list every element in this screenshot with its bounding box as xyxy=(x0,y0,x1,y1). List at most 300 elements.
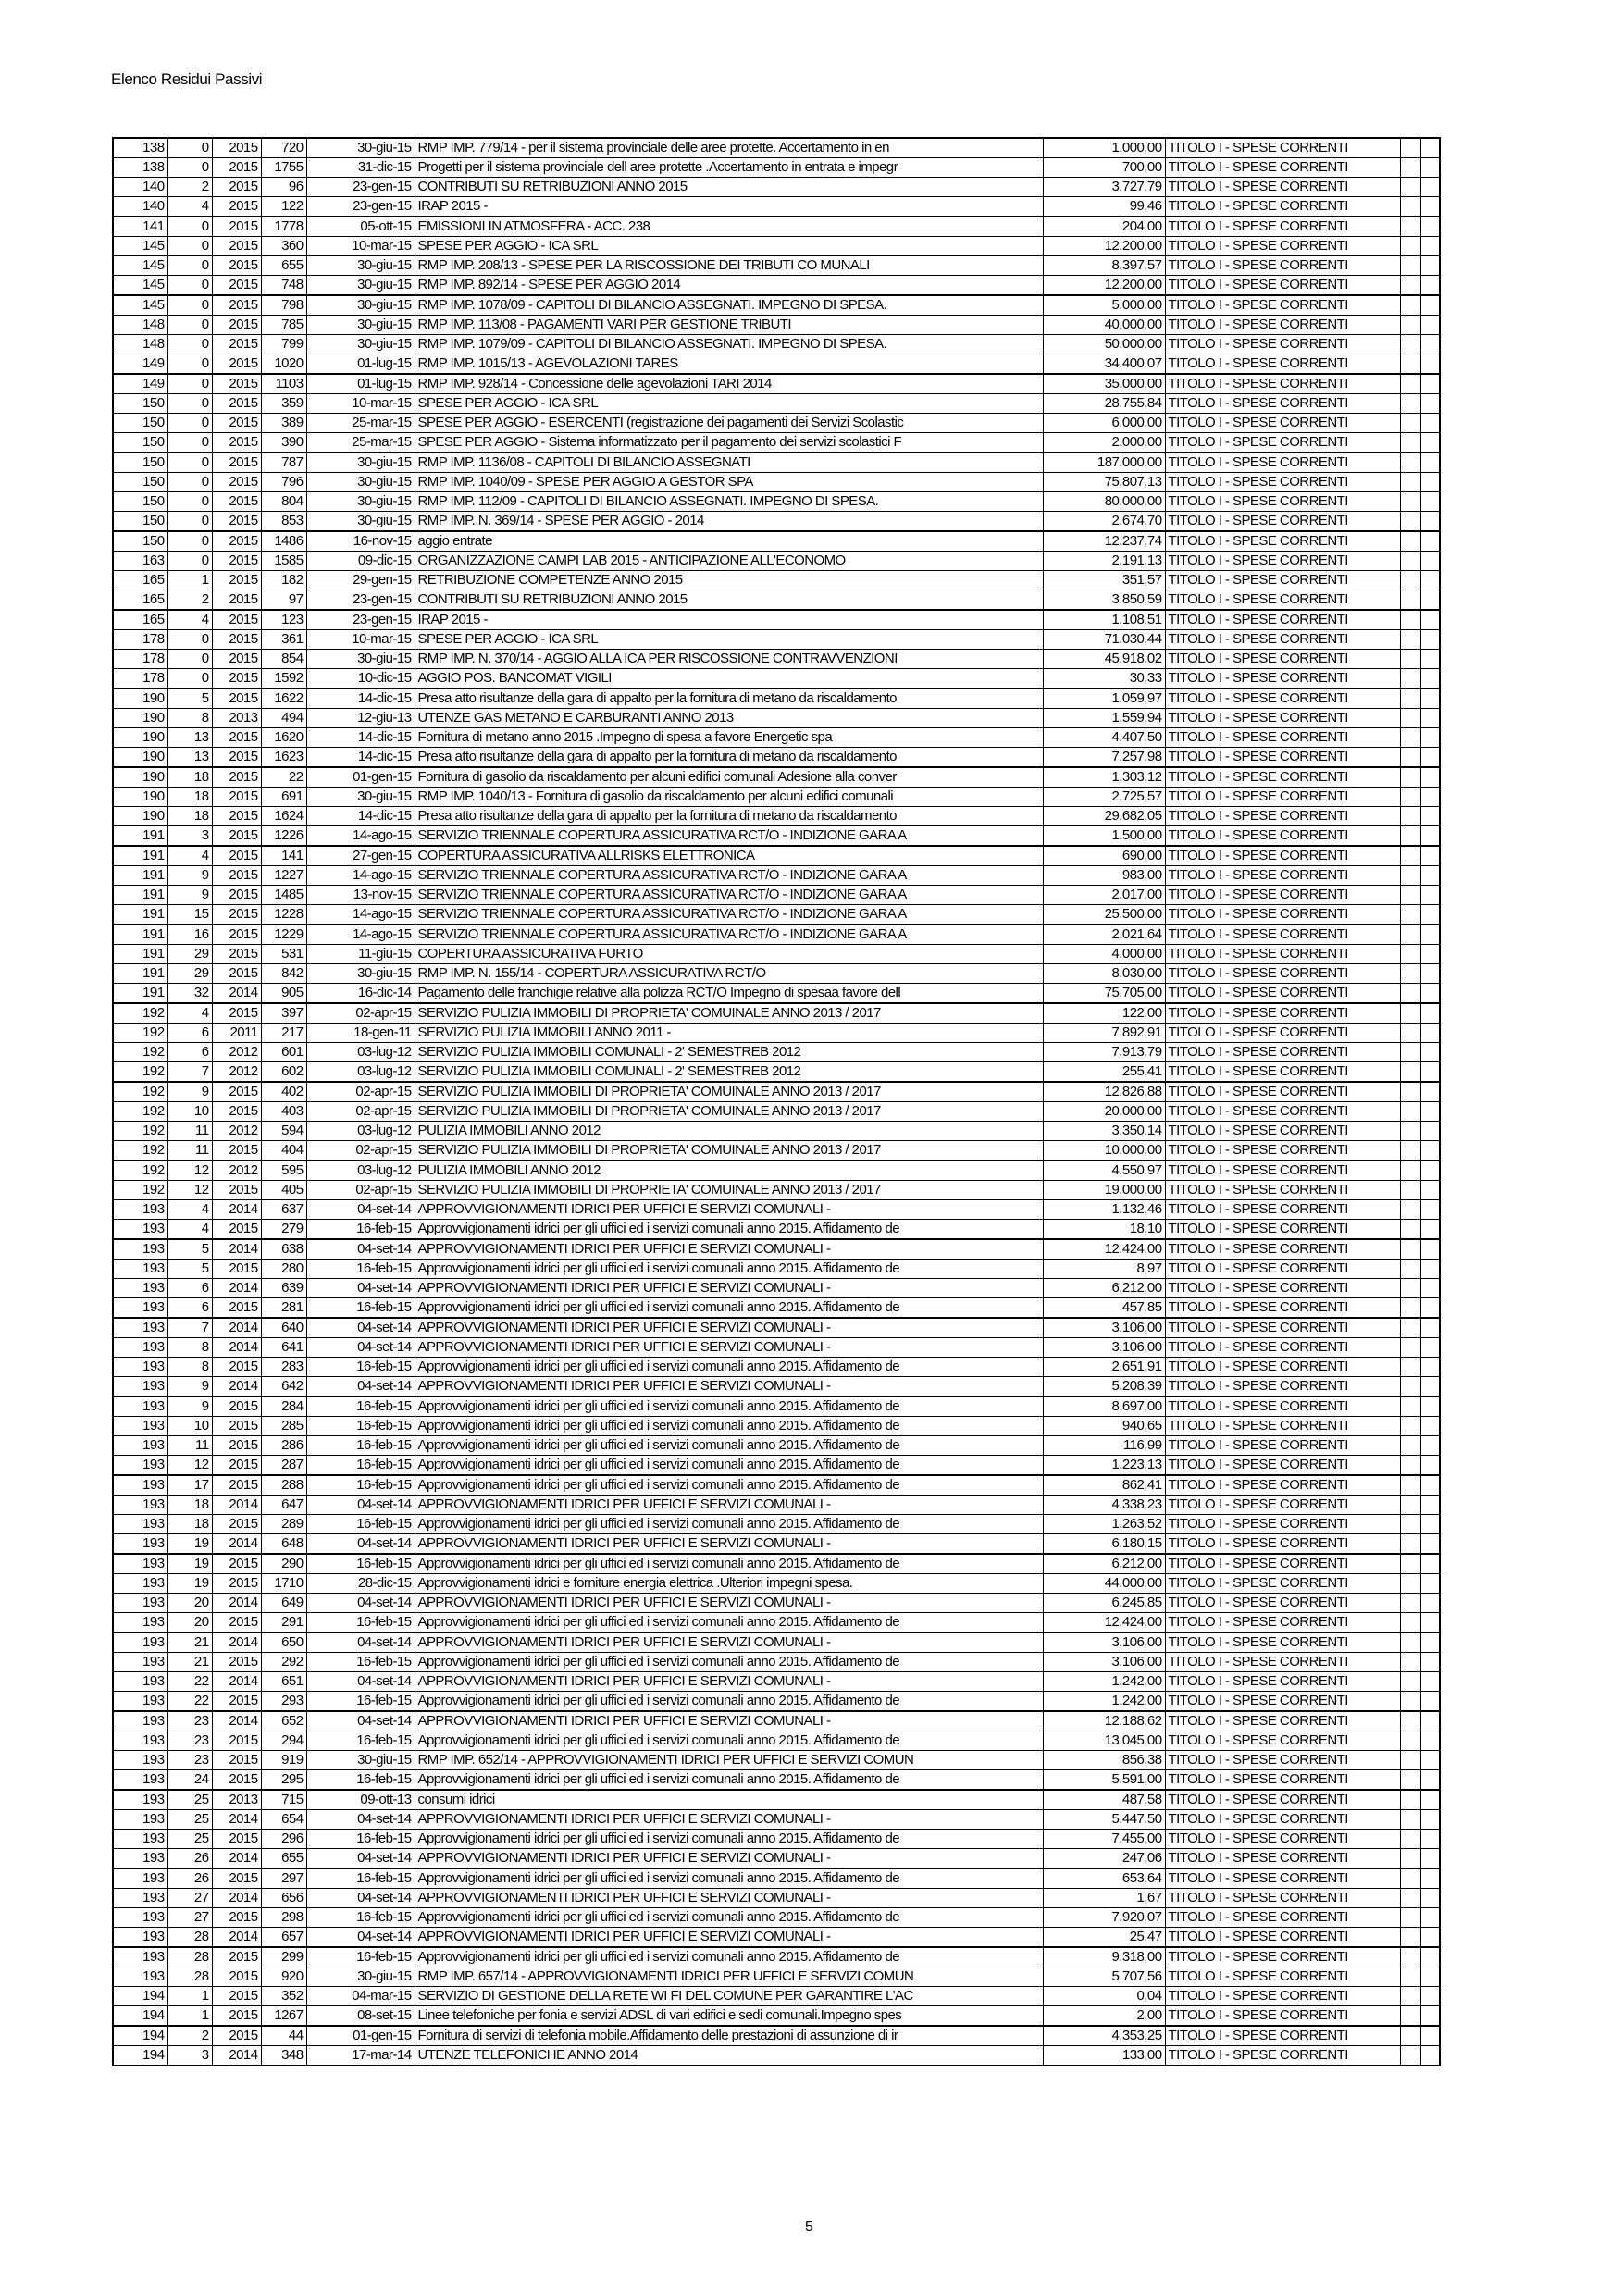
table-row xyxy=(113,1711,1440,1731)
cell-descrizione: IRAP 2015 - xyxy=(415,610,1043,630)
cell-anno: 2015 xyxy=(212,1003,261,1024)
cell-articolo: 17 xyxy=(167,1475,212,1496)
table-row xyxy=(113,1338,1440,1358)
cell-descrizione: Linee telefoniche per fonia e servizi ADSL di vari edifici e sedi comunali.Impegno spes xyxy=(415,2006,1043,2027)
cell-titolo: TITOLO I - SPESE CORRENTI xyxy=(1165,925,1400,945)
cell-descrizione: RMP IMP. 1078/09 - CAPITOLI DI BILANCIO ASSEGNATI. IMPEGNO DI SPESA. xyxy=(415,295,1043,316)
cell-capitolo: 138 xyxy=(113,138,167,158)
cell-capitolo: 148 xyxy=(113,316,167,335)
cell-descrizione: Approvvigionamenti idrici per gli uffici ed i servizi comunali anno 2015. Affidamento de xyxy=(415,1908,1043,1928)
cell-data: 30-giu-15 xyxy=(306,335,415,354)
cell-empty xyxy=(1420,197,1440,217)
table-row xyxy=(113,590,1440,611)
cell-empty xyxy=(1420,1220,1440,1240)
cell-data: 16-dic-14 xyxy=(306,984,415,1004)
cell-empty xyxy=(1420,512,1440,532)
cell-anno: 2015 xyxy=(212,197,261,217)
cell-data: 02-apr-15 xyxy=(306,1102,415,1122)
cell-anno: 2014 xyxy=(212,984,261,1004)
cell-capitolo: 193 xyxy=(113,1396,167,1417)
cell-data: 02-apr-15 xyxy=(306,1141,415,1161)
cell-titolo: TITOLO I - SPESE CORRENTI xyxy=(1165,1436,1400,1456)
cell-anno: 2015 xyxy=(212,374,261,394)
cell-empty xyxy=(1400,1594,1420,1613)
cell-descrizione: Approvvigionamenti idrici e forniture energia elettrica .Ulteriori impegni spesa. xyxy=(415,1574,1043,1594)
table-row xyxy=(113,689,1440,709)
cell-impegno: 389 xyxy=(261,414,306,433)
cell-impegno: 359 xyxy=(261,394,306,414)
table-row xyxy=(113,1692,1440,1712)
cell-data: 14-ago-15 xyxy=(306,866,415,886)
cell-descrizione: Approvvigionamenti idrici per gli uffici ed i servizi comunali anno 2015. Affidamento de xyxy=(415,1613,1043,1633)
cell-importo: 2.021,64 xyxy=(1043,925,1165,945)
cell-data: 04-set-14 xyxy=(306,1711,415,1731)
cell-empty xyxy=(1400,1377,1420,1397)
cell-titolo: TITOLO I - SPESE CORRENTI xyxy=(1165,1810,1400,1830)
cell-empty xyxy=(1420,1102,1440,1122)
cell-descrizione: APPROVVIGIONAMENTI IDRICI PER UFFICI E SERVIZI COMUNALI - xyxy=(415,1594,1043,1613)
table-row xyxy=(113,1987,1440,2006)
cell-articolo: 0 xyxy=(167,237,212,256)
table-row xyxy=(113,945,1440,964)
cell-empty xyxy=(1420,1751,1440,1770)
cell-empty xyxy=(1400,1043,1420,1062)
cell-impegno: 402 xyxy=(261,1082,306,1102)
cell-empty xyxy=(1400,610,1420,630)
cell-descrizione: Approvvigionamenti idrici per gli uffici ed i servizi comunali anno 2015. Affidamento de xyxy=(415,1653,1043,1672)
cell-capitolo: 190 xyxy=(113,788,167,807)
table-row xyxy=(113,1062,1440,1083)
cell-empty xyxy=(1420,1889,1440,1908)
cell-capitolo: 165 xyxy=(113,571,167,590)
cell-descrizione: APPROVVIGIONAMENTI IDRICI PER UFFICI E SERVIZI COMUNALI - xyxy=(415,1496,1043,1515)
cell-importo: 18,10 xyxy=(1043,1220,1165,1240)
cell-descrizione: RMP IMP. 652/14 - APPROVVIGIONAMENTI IDRICI PER UFFICI E SERVIZI COMUN xyxy=(415,1751,1043,1770)
cell-impegno: 1229 xyxy=(261,925,306,945)
cell-empty xyxy=(1420,689,1440,709)
cell-importo: 10.000,00 xyxy=(1043,1141,1165,1161)
cell-empty xyxy=(1420,866,1440,886)
cell-importo: 40.000,00 xyxy=(1043,316,1165,335)
cell-capitolo: 138 xyxy=(113,158,167,178)
cell-articolo: 6 xyxy=(167,1043,212,1062)
cell-anno: 2014 xyxy=(212,1889,261,1908)
cell-importo: 25,47 xyxy=(1043,1928,1165,1948)
cell-empty xyxy=(1400,1967,1420,1987)
cell-importo: 1.263,52 xyxy=(1043,1515,1165,1534)
cell-anno: 2015 xyxy=(212,846,261,866)
cell-impegno: 1585 xyxy=(261,552,306,571)
table-row xyxy=(113,1751,1440,1770)
cell-titolo: TITOLO I - SPESE CORRENTI xyxy=(1165,2026,1400,2046)
cell-capitolo: 150 xyxy=(113,433,167,453)
cell-descrizione: COPERTURA ASSICURATIVA ALLRISKS ELETTRONICA xyxy=(415,846,1043,866)
cell-impegno: 1267 xyxy=(261,2006,306,2027)
cell-titolo: TITOLO I - SPESE CORRENTI xyxy=(1165,1239,1400,1260)
table-row xyxy=(113,276,1440,296)
cell-empty xyxy=(1400,1770,1420,1791)
cell-articolo: 12 xyxy=(167,1456,212,1476)
cell-impegno: 1227 xyxy=(261,866,306,886)
cell-articolo: 25 xyxy=(167,1810,212,1830)
cell-importo: 19.000,00 xyxy=(1043,1181,1165,1200)
cell-descrizione: APPROVVIGIONAMENTI IDRICI PER UFFICI E SERVIZI COMUNALI - xyxy=(415,1318,1043,1338)
cell-articolo: 0 xyxy=(167,414,212,433)
cell-empty xyxy=(1420,1475,1440,1496)
cell-data: 10-mar-15 xyxy=(306,630,415,650)
cell-capitolo: 193 xyxy=(113,1790,167,1810)
cell-empty xyxy=(1420,1849,1440,1869)
cell-data: 16-feb-15 xyxy=(306,1515,415,1534)
cell-anno: 2014 xyxy=(212,1200,261,1220)
cell-empty xyxy=(1400,945,1420,964)
cell-capitolo: 150 xyxy=(113,512,167,532)
table-row xyxy=(113,1613,1440,1633)
cell-titolo: TITOLO I - SPESE CORRENTI xyxy=(1165,709,1400,728)
cell-descrizione: RMP IMP. 1015/13 - AGEVOLAZIONI TARES xyxy=(415,354,1043,375)
cell-impegno: 652 xyxy=(261,1711,306,1731)
cell-titolo: TITOLO I - SPESE CORRENTI xyxy=(1165,1377,1400,1397)
cell-importo: 3.350,14 xyxy=(1043,1122,1165,1141)
cell-importo: 653,64 xyxy=(1043,1868,1165,1889)
cell-descrizione: RETRIBUZIONE COMPETENZE ANNO 2015 xyxy=(415,571,1043,590)
cell-empty xyxy=(1420,767,1440,788)
cell-anno: 2015 xyxy=(212,433,261,453)
cell-titolo: TITOLO I - SPESE CORRENTI xyxy=(1165,1947,1400,1967)
cell-empty xyxy=(1400,767,1420,788)
cell-articolo: 0 xyxy=(167,669,212,689)
cell-importo: 12.200,00 xyxy=(1043,237,1165,256)
cell-importo: 5.707,56 xyxy=(1043,1967,1165,1987)
cell-anno: 2015 xyxy=(212,217,261,237)
cell-impegno: 531 xyxy=(261,945,306,964)
cell-anno: 2015 xyxy=(212,354,261,375)
cell-data: 16-feb-15 xyxy=(306,1417,415,1436)
table-row xyxy=(113,1574,1440,1594)
cell-titolo: TITOLO I - SPESE CORRENTI xyxy=(1165,276,1400,296)
cell-empty xyxy=(1400,473,1420,492)
cell-impegno: 285 xyxy=(261,1417,306,1436)
cell-empty xyxy=(1400,492,1420,512)
cell-data: 16-feb-15 xyxy=(306,1830,415,1849)
cell-empty xyxy=(1400,1024,1420,1043)
table-row xyxy=(113,709,1440,728)
cell-empty xyxy=(1400,1062,1420,1083)
cell-titolo: TITOLO I - SPESE CORRENTI xyxy=(1165,1692,1400,1712)
cell-importo: 122,00 xyxy=(1043,1003,1165,1024)
cell-anno: 2015 xyxy=(212,728,261,748)
table-row xyxy=(113,531,1440,552)
cell-empty xyxy=(1420,748,1440,768)
cell-articolo: 25 xyxy=(167,1830,212,1849)
cell-empty xyxy=(1400,1239,1420,1260)
cell-anno: 2015 xyxy=(212,316,261,335)
cell-importo: 0,04 xyxy=(1043,1987,1165,2006)
residui-table xyxy=(112,137,1441,2066)
cell-capitolo: 163 xyxy=(113,552,167,571)
cell-empty xyxy=(1400,1396,1420,1417)
cell-anno: 2015 xyxy=(212,1653,261,1672)
cell-impegno: 182 xyxy=(261,571,306,590)
cell-anno: 2012 xyxy=(212,1160,261,1181)
cell-descrizione: APPROVVIGIONAMENTI IDRICI PER UFFICI E SERVIZI COMUNALI - xyxy=(415,1377,1043,1397)
cell-empty xyxy=(1400,1790,1420,1810)
cell-articolo: 18 xyxy=(167,1496,212,1515)
table-row xyxy=(113,1358,1440,1377)
cell-descrizione: APPROVVIGIONAMENTI IDRICI PER UFFICI E SERVIZI COMUNALI - xyxy=(415,1672,1043,1692)
table-row xyxy=(113,1534,1440,1555)
cell-descrizione: Presa atto risultanze della gara di appalto per la fornitura di metano da riscaldamento xyxy=(415,689,1043,709)
cell-empty xyxy=(1420,138,1440,158)
cell-impegno: 97 xyxy=(261,590,306,611)
cell-articolo: 3 xyxy=(167,826,212,847)
cell-empty xyxy=(1400,866,1420,886)
cell-titolo: TITOLO I - SPESE CORRENTI xyxy=(1165,728,1400,748)
cell-articolo: 0 xyxy=(167,256,212,276)
cell-capitolo: 192 xyxy=(113,1181,167,1200)
cell-empty xyxy=(1400,1003,1420,1024)
cell-capitolo: 149 xyxy=(113,374,167,394)
cell-empty xyxy=(1400,453,1420,473)
cell-titolo: TITOLO I - SPESE CORRENTI xyxy=(1165,178,1400,197)
table-row xyxy=(113,1594,1440,1613)
cell-impegno: 296 xyxy=(261,1830,306,1849)
cell-data: 17-mar-14 xyxy=(306,2046,415,2066)
cell-anno: 2012 xyxy=(212,1062,261,1083)
cell-capitolo: 193 xyxy=(113,1456,167,1476)
cell-titolo: TITOLO I - SPESE CORRENTI xyxy=(1165,571,1400,590)
cell-descrizione: COPERTURA ASSICURATIVA FURTO xyxy=(415,945,1043,964)
table-row xyxy=(113,728,1440,748)
cell-anno: 2015 xyxy=(212,1260,261,1279)
cell-importo: 487,58 xyxy=(1043,1790,1165,1810)
cell-anno: 2015 xyxy=(212,2006,261,2027)
cell-impegno: 1592 xyxy=(261,669,306,689)
cell-anno: 2015 xyxy=(212,1220,261,1240)
cell-empty xyxy=(1400,2006,1420,2027)
cell-anno: 2015 xyxy=(212,826,261,847)
cell-empty xyxy=(1400,689,1420,709)
cell-capitolo: 150 xyxy=(113,531,167,552)
cell-descrizione: APPROVVIGIONAMENTI IDRICI PER UFFICI E SERVIZI COMUNALI - xyxy=(415,1279,1043,1298)
cell-empty xyxy=(1400,1141,1420,1161)
cell-capitolo: 192 xyxy=(113,1122,167,1141)
cell-articolo: 8 xyxy=(167,1358,212,1377)
cell-capitolo: 140 xyxy=(113,178,167,197)
cell-empty xyxy=(1400,2046,1420,2066)
cell-descrizione: SERVIZIO TRIENNALE COPERTURA ASSICURATIVA RCT/O - INDIZIONE GARA A xyxy=(415,826,1043,847)
cell-impegno: 601 xyxy=(261,1043,306,1062)
cell-impegno: 217 xyxy=(261,1024,306,1043)
cell-anno: 2014 xyxy=(212,1318,261,1338)
cell-capitolo: 178 xyxy=(113,630,167,650)
cell-data: 02-apr-15 xyxy=(306,1082,415,1102)
cell-empty xyxy=(1420,1003,1440,1024)
cell-empty xyxy=(1400,1298,1420,1319)
cell-anno: 2014 xyxy=(212,1496,261,1515)
cell-impegno: 638 xyxy=(261,1239,306,1260)
cell-data: 30-giu-15 xyxy=(306,473,415,492)
cell-empty xyxy=(1400,1496,1420,1515)
cell-capitolo: 145 xyxy=(113,237,167,256)
cell-empty xyxy=(1420,630,1440,650)
cell-capitolo: 193 xyxy=(113,1947,167,1967)
cell-anno: 2015 xyxy=(212,237,261,256)
cell-empty xyxy=(1400,197,1420,217)
cell-importo: 50.000,00 xyxy=(1043,335,1165,354)
cell-data: 30-giu-15 xyxy=(306,512,415,532)
cell-articolo: 4 xyxy=(167,197,212,217)
table-row xyxy=(113,1889,1440,1908)
cell-empty xyxy=(1400,1613,1420,1633)
cell-articolo: 0 xyxy=(167,295,212,316)
table-row xyxy=(113,492,1440,512)
cell-titolo: TITOLO I - SPESE CORRENTI xyxy=(1165,394,1400,414)
cell-anno: 2015 xyxy=(212,1830,261,1849)
table-row xyxy=(113,886,1440,905)
cell-articolo: 0 xyxy=(167,316,212,335)
cell-empty xyxy=(1400,1672,1420,1692)
cell-empty xyxy=(1420,1672,1440,1692)
cell-empty xyxy=(1420,492,1440,512)
cell-importo: 7.913,79 xyxy=(1043,1043,1165,1062)
cell-capitolo: 193 xyxy=(113,1751,167,1770)
cell-importo: 8.397,57 xyxy=(1043,256,1165,276)
cell-titolo: TITOLO I - SPESE CORRENTI xyxy=(1165,1908,1400,1928)
cell-descrizione: Approvvigionamenti idrici per gli uffici ed i servizi comunali anno 2015. Affidamento de xyxy=(415,1475,1043,1496)
cell-impegno: 648 xyxy=(261,1534,306,1555)
cell-data: 14-ago-15 xyxy=(306,925,415,945)
cell-data: 02-apr-15 xyxy=(306,1181,415,1200)
cell-anno: 2015 xyxy=(212,964,261,984)
cell-titolo: TITOLO I - SPESE CORRENTI xyxy=(1165,1928,1400,1948)
cell-capitolo: 193 xyxy=(113,1692,167,1712)
cell-empty xyxy=(1420,1632,1440,1653)
cell-titolo: TITOLO I - SPESE CORRENTI xyxy=(1165,1653,1400,1672)
cell-importo: 12.237,74 xyxy=(1043,531,1165,552)
cell-anno: 2015 xyxy=(212,1554,261,1574)
cell-capitolo: 191 xyxy=(113,984,167,1004)
cell-data: 23-gen-15 xyxy=(306,178,415,197)
cell-anno: 2015 xyxy=(212,512,261,532)
cell-anno: 2015 xyxy=(212,552,261,571)
cell-empty xyxy=(1400,138,1420,158)
cell-articolo: 0 xyxy=(167,433,212,453)
cell-impegno: 279 xyxy=(261,1220,306,1240)
cell-descrizione: SERVIZIO PULIZIA IMMOBILI DI PROPRIETA' COMUINALE ANNO 2013 / 2017 xyxy=(415,1082,1043,1102)
cell-descrizione: SPESE PER AGGIO - Sistema informatizzato per il pagamento dei servizi scolastici F xyxy=(415,433,1043,453)
cell-capitolo: 194 xyxy=(113,2006,167,2027)
cell-anno: 2015 xyxy=(212,453,261,473)
cell-empty xyxy=(1400,1653,1420,1672)
cell-data: 16-feb-15 xyxy=(306,1731,415,1751)
cell-descrizione: Approvvigionamenti idrici per gli uffici ed i servizi comunali anno 2015. Affidamento de xyxy=(415,1731,1043,1751)
table-row xyxy=(113,1947,1440,1967)
cell-empty xyxy=(1420,354,1440,375)
cell-importo: 6.212,00 xyxy=(1043,1554,1165,1574)
cell-anno: 2015 xyxy=(212,1987,261,2006)
cell-empty xyxy=(1400,374,1420,394)
cell-importo: 255,41 xyxy=(1043,1062,1165,1083)
cell-articolo: 0 xyxy=(167,158,212,178)
cell-empty xyxy=(1400,531,1420,552)
cell-capitolo: 193 xyxy=(113,1711,167,1731)
cell-descrizione: RMP IMP. 657/14 - APPROVVIGIONAMENTI IDRICI PER UFFICI E SERVIZI COMUN xyxy=(415,1967,1043,1987)
cell-data: 04-set-14 xyxy=(306,1810,415,1830)
cell-empty xyxy=(1420,846,1440,866)
cell-descrizione: RMP IMP. N. 370/14 - AGGIO ALLA ICA PER RISCOSSIONE CONTRAVVENZIONI xyxy=(415,650,1043,669)
cell-titolo: TITOLO I - SPESE CORRENTI xyxy=(1165,1496,1400,1515)
cell-importo: 2.651,91 xyxy=(1043,1358,1165,1377)
cell-anno: 2015 xyxy=(212,650,261,669)
cell-titolo: TITOLO I - SPESE CORRENTI xyxy=(1165,1396,1400,1417)
cell-importo: 4.407,50 xyxy=(1043,728,1165,748)
table-row xyxy=(113,905,1440,925)
cell-articolo: 9 xyxy=(167,886,212,905)
table-row xyxy=(113,788,1440,807)
cell-data: 04-set-14 xyxy=(306,1534,415,1555)
table-row xyxy=(113,552,1440,571)
cell-empty xyxy=(1420,1200,1440,1220)
cell-importo: 7.920,07 xyxy=(1043,1908,1165,1928)
cell-capitolo: 191 xyxy=(113,945,167,964)
cell-importo: 3.106,00 xyxy=(1043,1318,1165,1338)
table-row xyxy=(113,433,1440,453)
cell-empty xyxy=(1400,394,1420,414)
cell-anno: 2012 xyxy=(212,1043,261,1062)
cell-titolo: TITOLO I - SPESE CORRENTI xyxy=(1165,374,1400,394)
cell-anno: 2014 xyxy=(212,1534,261,1555)
table-row xyxy=(113,1043,1440,1062)
cell-data: 18-gen-11 xyxy=(306,1024,415,1043)
cell-titolo: TITOLO I - SPESE CORRENTI xyxy=(1165,552,1400,571)
cell-anno: 2015 xyxy=(212,1436,261,1456)
cell-impegno: 1485 xyxy=(261,886,306,905)
cell-importo: 1.000,00 xyxy=(1043,138,1165,158)
cell-titolo: TITOLO I - SPESE CORRENTI xyxy=(1165,964,1400,984)
cell-capitolo: 193 xyxy=(113,1358,167,1377)
cell-descrizione: SPESE PER AGGIO - ESERCENTI (registrazione dei pagamenti dei Servizi Scolastic xyxy=(415,414,1043,433)
cell-articolo: 6 xyxy=(167,1298,212,1319)
table-row xyxy=(113,650,1440,669)
cell-empty xyxy=(1400,709,1420,728)
cell-empty xyxy=(1400,1947,1420,1967)
cell-importo: 983,00 xyxy=(1043,866,1165,886)
cell-importo: 34.400,07 xyxy=(1043,354,1165,375)
cell-titolo: TITOLO I - SPESE CORRENTI xyxy=(1165,2046,1400,2066)
cell-descrizione: Approvvigionamenti idrici per gli uffici ed i servizi comunali anno 2015. Affidamento de xyxy=(415,1868,1043,1889)
cell-anno: 2015 xyxy=(212,414,261,433)
cell-articolo: 18 xyxy=(167,767,212,788)
cell-data: 13-nov-15 xyxy=(306,886,415,905)
cell-impegno: 804 xyxy=(261,492,306,512)
cell-articolo: 4 xyxy=(167,610,212,630)
cell-titolo: TITOLO I - SPESE CORRENTI xyxy=(1165,1062,1400,1083)
cell-articolo: 18 xyxy=(167,1515,212,1534)
cell-empty xyxy=(1420,453,1440,473)
cell-capitolo: 194 xyxy=(113,2026,167,2046)
cell-capitolo: 178 xyxy=(113,669,167,689)
cell-capitolo: 193 xyxy=(113,1594,167,1613)
cell-anno: 2015 xyxy=(212,276,261,296)
cell-articolo: 23 xyxy=(167,1751,212,1770)
cell-titolo: TITOLO I - SPESE CORRENTI xyxy=(1165,1024,1400,1043)
cell-impegno: 594 xyxy=(261,1122,306,1141)
cell-titolo: TITOLO I - SPESE CORRENTI xyxy=(1165,767,1400,788)
cell-titolo: TITOLO I - SPESE CORRENTI xyxy=(1165,197,1400,217)
cell-capitolo: 193 xyxy=(113,1731,167,1751)
cell-empty xyxy=(1400,1122,1420,1141)
